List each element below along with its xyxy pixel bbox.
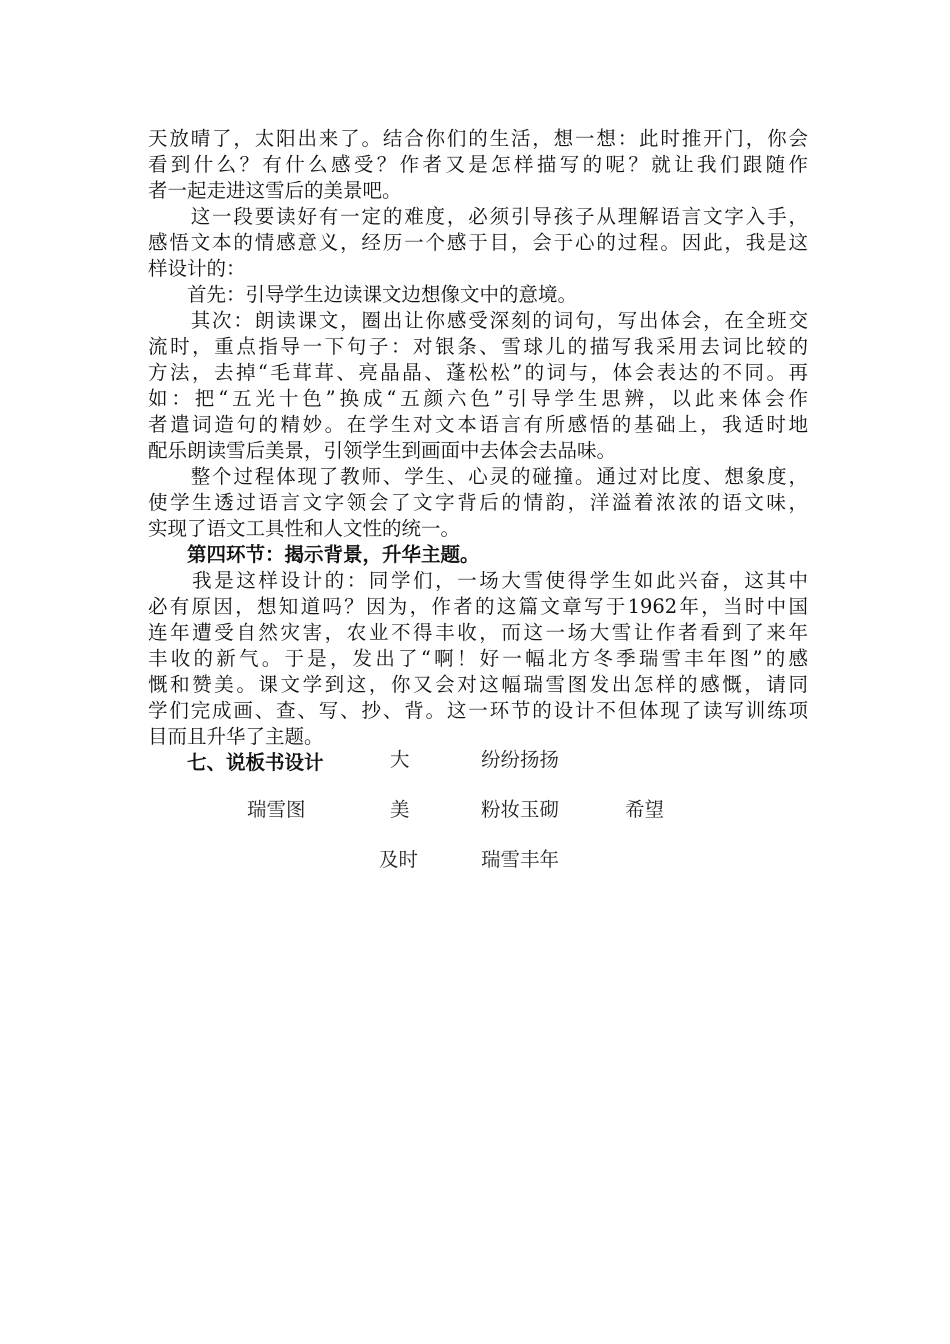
paragraph-line: 者遣词造句的精妙。在学生对文本语言有所感悟的基础上，我适时地 [148,413,808,436]
paragraph-line: 者一起走进这雪后的美景吧。 [148,179,402,202]
section-heading-4: 第四环节：揭示背景，升华主题。 [148,543,480,566]
paragraph-line: 样设计的： [148,257,246,280]
paragraph-line: 天放晴了，太阳出来了。结合你们的生活，想一想：此时推开门，你会 [148,127,808,150]
paragraph-line: 丰收的新气。于是，发出了“啊！好一幅北方冬季瑞雪丰年图”的感 [148,647,808,670]
paragraph-line: 看到什么？有什么感受？作者又是怎样描写的呢？就让我们跟随作 [148,153,808,176]
paragraph-line: 感悟文本的情感意义，经历一个感于目，会于心的过程。因此，我是这 [148,231,808,254]
board-word-fenfen: 纷纷扬扬 [481,748,560,771]
board-word-jishi: 及时 [379,848,419,871]
paragraph-line: 配乐朗读雪后美景，引领学生到画面中去体会去品味。 [148,439,617,462]
paragraph-line: 这一段要读好有一定的难度，必须引导孩子从理解语言文字入手， [148,205,808,228]
paragraph-line: 方法，去掉“毛茸茸、亮晶晶、蓬松松”的词与，体会表达的不同。再 [148,361,808,384]
paragraph-line: 我是这样设计的：同学们，一场大雪使得学生如此兴奋，这其中 [148,569,808,592]
board-word-xiwang: 希望 [625,798,665,821]
paragraph-line: 目而且升华了主题。 [148,725,324,748]
paragraph-line: 首先：引导学生边读课文边想像文中的意境。 [148,283,578,306]
paragraph-line: 学们完成画、查、写、抄、背。这一环节的设计不但体现了读写训练项 [148,699,808,722]
paragraph-line: 如：把“五光十色”换成“五颜六色”引导学生思辨，以此来体会作 [148,387,808,410]
paragraph-line: 使学生透过语言文字领会了文字背后的情韵，洋溢着浓浓的语文味， [148,491,808,514]
paragraph-line: 流时，重点指导一下句子：对银条、雪球儿的描写我采用去词比较的 [148,335,808,358]
section-heading-7: 七、说板书设计 [148,751,324,774]
paragraph-line: 慨和赞美。课文学到这，你又会对这幅瑞雪图发出怎样的感慨，请同 [148,673,808,696]
board-word-fenzhuang: 粉妆玉砌 [481,798,560,821]
board-word-da: 大 [390,748,410,771]
board-word-mei: 美 [390,798,410,821]
board-word-ruixuetu: 瑞雪图 [247,798,306,821]
board-word-ruixuefengnian: 瑞雪丰年 [481,848,560,871]
paragraph-line: 整个过程体现了教师、学生、心灵的碰撞。通过对比度、想象度， [148,465,808,488]
paragraph-line: 必有原因，想知道吗？因为，作者的这篇文章写于1962年，当时中国 [148,595,808,618]
paragraph-line: 其次：朗读课文，圈出让你感受深刻的词句，写出体会，在全班交 [148,309,808,332]
paragraph-line: 实现了语文工具性和人文性的统一。 [148,517,461,540]
paragraph-line: 连年遭受自然灾害，农业不得丰收，而这一场大雪让作者看到了来年 [148,621,808,644]
